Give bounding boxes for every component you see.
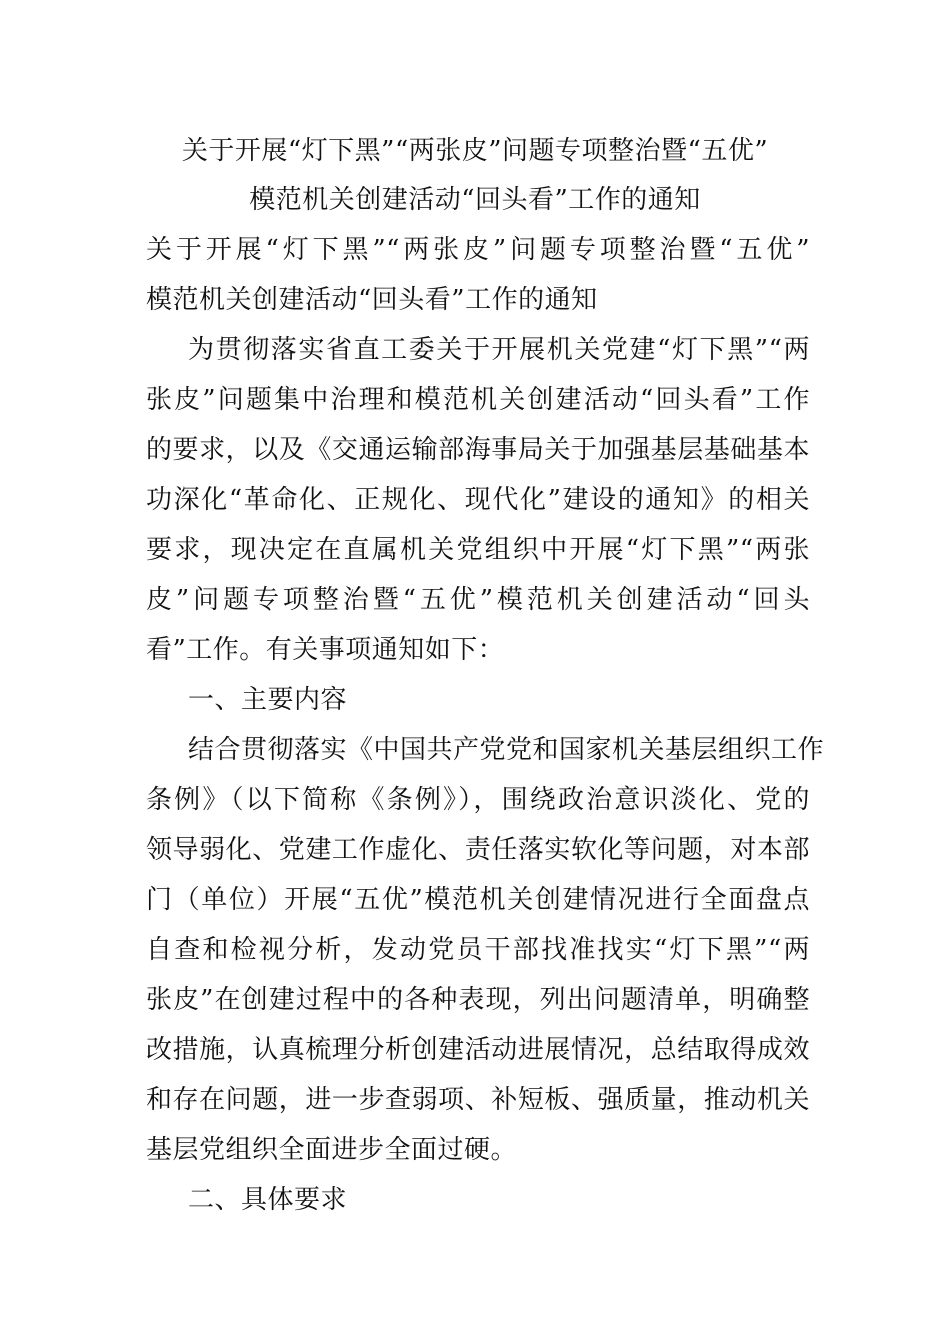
section1-line-9: 基层党组织全面进步全面过硬。	[146, 1135, 518, 1165]
section1-heading: 一、主要内容	[188, 685, 348, 715]
intro-line-4: 功深化“革命化、正规化、现代化”建设的通知》的相关	[146, 485, 810, 515]
intro-line-5: 要求，现决定在直属机关党组织中开展“灯下黑”“两张	[146, 535, 810, 565]
repeated-title-line-1: 关于开展“灯下黑”“两张皮”问题专项整治暨“五优”	[146, 235, 810, 265]
section1-line-1: 结合贯彻落实《中国共产党党和国家机关基层组织工作	[188, 735, 825, 765]
section2-heading: 二、具体要求	[188, 1185, 348, 1215]
intro-line-2: 张皮”问题集中治理和模范机关创建活动“回头看”工作	[146, 385, 810, 415]
intro-line-6: 皮”问题专项整治暨“五优”模范机关创建活动“回头	[146, 585, 810, 615]
section1-line-6: 张皮”在创建过程中的各种表现，列出问题清单，明确整	[146, 985, 810, 1015]
section1-line-3: 领导弱化、党建工作虚化、责任落实软化等问题，对本部	[146, 835, 810, 865]
section1-line-7: 改措施，认真梳理分析创建活动进展情况，总结取得成效	[146, 1035, 810, 1065]
intro-line-1: 为贯彻落实省直工委关于开展机关党建“灯下黑”“两	[188, 335, 810, 365]
section1-line-4: 门（单位）开展“五优”模范机关创建情况进行全面盘点	[146, 885, 810, 915]
title-line-2: 模范机关创建活动“回头看”工作的通知	[249, 185, 701, 215]
intro-line-3: 的要求，以及《交通运输部海事局关于加强基层基础基本	[146, 435, 810, 465]
repeated-title-line-2: 模范机关创建活动“回头看”工作的通知	[146, 285, 598, 315]
intro-line-7: 看”工作。有关事项通知如下：	[146, 635, 505, 665]
section1-line-5: 自查和检视分析，发动党员干部找准找实“灯下黑”“两	[146, 935, 810, 965]
section1-line-8: 和存在问题，进一步查弱项、补短板、强质量，推动机关	[146, 1085, 810, 1115]
title-line-1: 关于开展“灯下黑”“两张皮”问题专项整治暨“五优”	[181, 136, 769, 166]
section1-line-2: 条例》（以下简称《条例》），围绕政治意识淡化、党的	[146, 785, 810, 815]
